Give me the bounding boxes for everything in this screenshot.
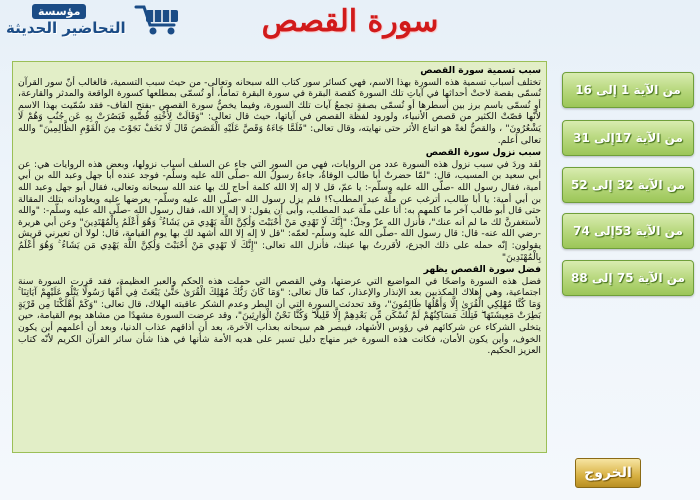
section-text-revelation: لقد وردَ في سبب نزول هذه السورة عدد من الروايات، فهي من السور التي جاء عن السلف أسباب نزولها، وبعض هذه الروايات هي: عن أبي سعيد بن المسيب، قال: "لمّا حضرتْ أبا طالب الوفاةُ، جاءهُ رسولُ الله -صلّى الله عليه وسلّم- فوجد عنده أبا جهل وعبد الله بن أبي أمية، فقال رسول الله -صلّى الله عليه وسلّم-: يا عمّ، قل لا إله إلا الله كلمة أحاج لك بها عند الله سبحانه وتعالى، فقال أبو جهل وعبد الله بن أبي أمية: يا أبا طالب، أترغب عن ملّة عبد المطلب؟! فلم يزل رسول الله -صلّى الله عليه وسلّم- يعرضها عليه ويعاودانه بتلك المقالة حتى قال أبو طالب آخر ما كلمهم به: أنا على ملّة عبد المطلب، وأبى أن يقول: لا إله إلا الله، فقال رسول الله -صلّى الله عليه وسلّم-: "والله لأستغفرنَّ لك ما لم أنه عنك"، فأنزل الله عزّ وجلّ: "إِنَّكَ لَا تَهْدِي مَنْ أَحْبَبْتَ وَلَٰكِنَّ اللَّهَ يَهْدِي مَن يَشَاءُ ۚ وَهُوَ أَعْلَمُ بِالْمُهْتَدِينَ" وعن أبي هريرة -رضي الله عنه- قال: قال رسول الله -صلّى الله عليه وسلّم- لعمّه: "قل لا إله إلا الله أشهد لك بها يوم القيامة، قال: لولا أن تعيرني قريش يقولون: إنّه حمله على ذلك الجزع، لأقررتُ بها عينك، فأنزل الله تعالى: "إِنَّكَ لَا تَهْدِي مَنْ أَحْبَبْتَ وَلَٰكِنَّ اللَّهَ يَهْدِي مَن يَشَاءُ ۚ وَهُوَ أَعْلَمُ بِالْمُهْتَدِينَ"	[18, 158, 541, 263]
section-heading-virtue: فضل سورة القصص يظهر	[423, 264, 541, 276]
brand-name-top: مؤسسة	[32, 4, 86, 19]
section-heading-naming: سبب تسمية سورة القصص	[420, 65, 541, 76]
nav-verses-53-74[interactable]: من الآية 53إلى 74	[562, 213, 694, 249]
brand-name-main: التحاضير الحديثة	[6, 19, 126, 37]
nav-verses-32-52[interactable]: من الآية 32 إلى 52	[562, 167, 694, 203]
page-title: سورة القصص	[261, 4, 439, 39]
section-text-naming: تختلف أسباب تسمية هذه السورة بهذا الاسم، فهي كسائر سور كتاب الله سبحانه وتعالى- من حيث سبب التسمية، فالغالب أنّ سور القرآن تُسمّى بقصة لاحتْ أحداثها في آياتِ تلك السورة كقصة البقرة في سورة البقرة تماماً، أو تُسمّى بمطلعها كسورة الواقعة والمدثر والقارعة، أو تُسمّى باسم برز بين أسطرها أو تُسمّى بصفةٍ تجمعُ آيات تلك السورة، وفيما يخصُّ سورة القصص -بفتح القاف- فقد سُمّيت بهذا الاسم لأنّها قصّتْ الكثير من قصص الأنبياء، ولورود لفظة القصص في آياتها، حيث قال تعالى: "وَقَالَتْ لِأُخْتِهِ قُصِّيهِ فَبَصُرَتْ بِهِ عَن جُنُبٍ وَهُمْ لَا يَشْعُرُونَ" ، والقصُّ لغةً هو اتباع الأثر حتى نهايته، وقال تعالى: "فَلَمَّا جَاءَهُ وَقَصَّ عَلَيْهِ الْقَصَصَ قَالَ لَا تَخَفْ نَجَوْتَ مِنَ الْقَوْمِ الظَّالِمِينَ" والله تعالى أعلم.	[18, 76, 541, 146]
shopping-cart-icon	[134, 2, 182, 36]
brand-logo	[4, 2, 182, 40]
nav-verses-1-16[interactable]: من الآية 1 إلى 16	[562, 72, 694, 108]
nav-verses-17-31[interactable]: من الآية 17إلى 31	[562, 120, 694, 156]
section-heading-revelation: سبب نزول سورة القصص	[425, 147, 541, 159]
nav-verses-75-88[interactable]: من الآية 75 إلى 88	[562, 260, 694, 296]
surah-info-panel[interactable]	[12, 61, 547, 453]
section-text-virtue: فضل هذه السورة واضحًا في المواضيع التي عرضتها، وفي القصص التي حملت هذه الحكم والعبر العظيمة، فقد قررت السورة سنة اجتماعية، وهي إهلاك المكذبين بعد الإنذار والإعذار، كما قال تعالى: "وَمَا كَانَ رَبُّكَ مُهْلِكَ الْقُرَىٰ حَتَّىٰ يَبْعَثَ فِي أُمِّهَا رَسُولًا يَتْلُو عَلَيْهِمْ آيَاتِنَا ۚ وَمَا كُنَّا مُهْلِكِي الْقُرَىٰ إِلَّا وَأَهْلُهَا ظَالِمُونَ"، وقد تحدثت السورة التي أن البطر وعدم الشكر عاقبته الهلاك، قال تعالى: "وَكَمْ أَهْلَكْنَا مِن قَرْيَةٍ بَطِرَتْ مَعِيشَتَهَا ۖ فَتِلْكَ مَسَاكِنُهُمْ لَمْ تُسْكَن مِّن بَعْدِهِمْ إِلَّا قَلِيلًا ۖ وَكُنَّا نَحْنُ الْوَارِثِينَ"، وقد عرضت السورة مشهدًا من مشاهد يوم القيامة، حين يتخلى الشركاء عن شركائهم في رؤوس الأشهاد، فيبصر هم سبحانه بعذاب الآخرة، بعد أن أذاقهم عذاب الدنيا، وبعد أن أعلمهم أين يكون الخوف، وأين يكون الأمان، فكانت هذه السورة خير منهاج دليل تسير على هديه الأمة شأنها في هذا شأن سائر القرآن الكريم لأنّه كتاب العزيز الحكيم.	[18, 275, 541, 357]
exit-button[interactable]: الخروج	[575, 458, 641, 488]
